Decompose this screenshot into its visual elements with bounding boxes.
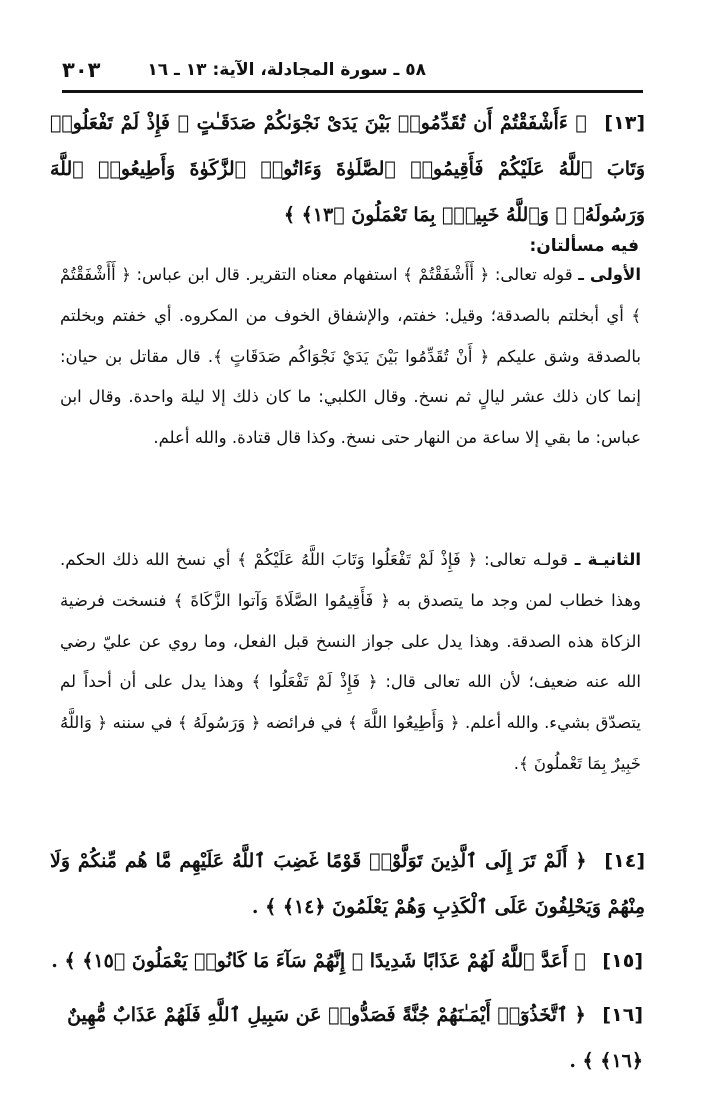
second-issue-label: الثانيـة ـ	[574, 550, 641, 569]
verse-number: [١٥]	[602, 950, 643, 972]
verse-text: ﴿ أَلَمْ تَرَ إِلَى ٱلَّذِينَ تَوَلَّوْا۟ قَوْمًا غَضِبَ ٱللَّهُ عَلَيْهِم مَّا هُم مِّنكُمْ وَلَا مِنْهُمْ وَيَحْلِفُونَ عَلَى ٱلْكَذِبِ وَهُمْ يَعْلَمُونَ ﴿١٤﴾ ﴾ .	[50, 850, 645, 918]
first-issue-text: قوله تعالى: ﴿ أَأَشْفَقْتُمْ ﴾ استفهام معناه التقرير. قال ابن عباس: ﴿ أَأَشْفَقْتُمْ ﴾ أي أبخلتم بالصدقة؛ وقيل: خفتم، والإشفاق الخوف من المكروه. أي خفتم وبخلتم بالصدقة وشق عليكم ﴿ أَنْ تُقَدِّمُوا بَيْنَ يَدَيْ نَجْوَاكُم صَدَقَاتٍ ﴾. قال مقاتل بن حيان: إنما كان ذلك عشر ليالٍ ثم نسخ. وقال الكلبي: ما كان ذلك إلا ليلة واحدة. وقال ابن عباس: ما بقي إلا ساعة من النهار حتى نسخ. وكذا قال قتادة. والله أعلم.	[60, 265, 641, 448]
verse-15	[50, 938, 643, 984]
verse-text: ﴿ ٱتَّخَذُوٓا۟ أَيْمَـٰنَهُمْ جُنَّةً فَصَدُّوا۟ عَن سَبِيلِ ٱللَّهِ فَلَهُمْ عَذَابٌ مُّهِينٌ ﴿١٦﴾ ﴾ .	[67, 1004, 643, 1072]
verse-13	[50, 100, 645, 238]
verse-14	[50, 838, 645, 930]
verse-text: ﴿ أَعَدَّ ٱللَّهُ لَهُمْ عَذَابًا شَدِيدًا ۖ إِنَّهُمْ سَآءَ مَا كَانُوا۟ يَعْمَلُونَ ﴿١٥﴾ ﴾ .	[51, 950, 586, 972]
running-title: ٥٨ ـ سورة المجادلة، الآية: ١٣ ـ ١٦	[147, 60, 426, 80]
first-issue-label: الأولى ـ	[578, 265, 641, 284]
header-rule	[62, 90, 643, 93]
verse-16	[50, 992, 643, 1084]
second-issue-text: قولـه تعالى: ﴿ فَإِذْ لَمْ تَفْعَلُوا وَتَابَ اللَّهُ عَلَيْكُمْ ﴾ أي نسخ الله ذلك الحكم. وهذا خطاب لمن وجد ما يتصدق به ﴿ فَأَقِيمُوا الصَّلَاةَ وَآتوا الزَّكَاةَ ﴾ فنسخت فرضية الزكاة هذه الصدقة. وهذا يدل على جواز النسخ قبل الفعل، وما روي عن عليّ رضي الله عنه ضعيف؛ لأن الله تعالى قال: ﴿ فَإِذْ لَمْ تَفْعَلُوا ﴾ وهذا يدل على أن أحداً لم يتصدّق بشيء. والله أعلم. ﴿ وَأَطِيعُوا اللَّهَ ﴾ في فرائضه ﴿ وَرَسُولَهُ ﴾ في سننه ﴿ وَاللَّهُ خَبِيرٌ بِمَا تَعْملُونَ ﴾.	[60, 550, 641, 773]
masail-heading: فيه مسألتان:	[529, 236, 639, 256]
second-issue-paragraph	[60, 540, 641, 785]
verse-number: [١٣]	[604, 112, 645, 134]
first-issue-paragraph	[60, 255, 641, 459]
page-number: ٣٠٣	[62, 58, 101, 82]
verse-number: [١٤]	[604, 850, 645, 872]
verse-number: [١٦]	[602, 1004, 643, 1026]
verse-text: ﴿ ءَأَشْفَقْتُمْ أَن تُقَدِّمُوا۟ بَيْنَ يَدَىْ نَجْوَىٰكُمْ صَدَقَـٰتٍ ۚ فَإِذْ لَمْ تَفْعَلُوا۟ وَتَابَ ٱللَّهُ عَلَيْكُمْ فَأَقِيمُوا۟ ٱلصَّلَوٰةَ وَءَاتُوا۟ ٱلزَّكَوٰةَ وَأَطِيعُوا۟ ٱللَّهَ وَرَسُولَهُۥ ۚ وَٱللَّهُ خَبِيرٌۢ بِمَا تَعْمَلُونَ ﴿١٣﴾ ﴾	[50, 112, 645, 226]
page-header	[62, 58, 641, 84]
